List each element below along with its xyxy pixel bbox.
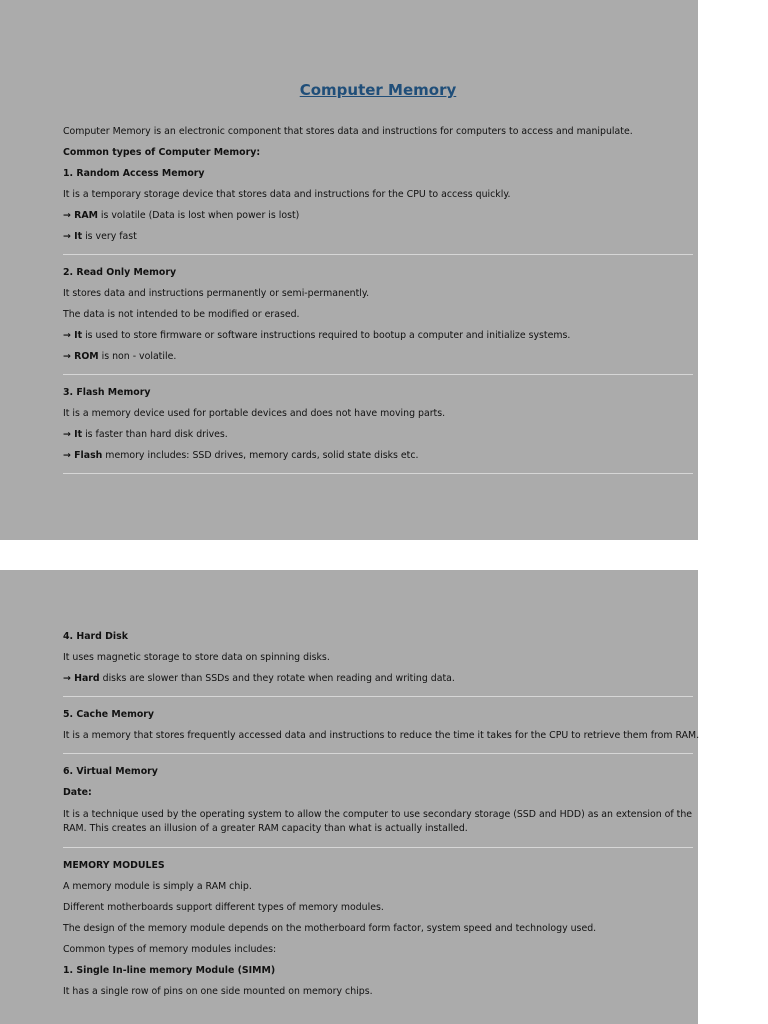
- hard-disk-description: It uses magnetic storage to store data on spinning disks.: [63, 652, 330, 663]
- virtual-memory-heading: 6. Virtual Memory: [63, 766, 158, 777]
- flash-description: It is a memory device used for portable devices and does not have moving parts.: [63, 408, 446, 419]
- bullet-text: is used to store firmware or software instructions required to bootup a computer and initialize systems.: [82, 330, 571, 341]
- intro-text: Computer Memory is an electronic component that stores data and instructions for computers to access and manipulate.: [63, 126, 633, 137]
- bullet-lead: → It: [63, 330, 83, 341]
- bullet-lead: → It: [63, 231, 83, 242]
- cache-heading: 5. Cache Memory: [63, 709, 155, 720]
- bullet-text: memory includes: SSD drives, memory cards, solid state disks etc.: [102, 450, 419, 461]
- section-divider: [63, 254, 693, 255]
- page-1-content: [63, 80, 693, 486]
- section-divider: [63, 847, 693, 848]
- ram-heading: 1. Random Access Memory: [63, 168, 205, 179]
- hard-disk-heading: 4. Hard Disk: [63, 631, 128, 642]
- ram-bullet-1: [63, 210, 693, 222]
- flash-bullet-2: [63, 450, 693, 462]
- bullet-text: disks are slower than SSDs and they rotate when reading and writing data.: [99, 673, 455, 684]
- bullet-text: is non - volatile.: [98, 351, 177, 362]
- simm-heading: 1. Single In-line memory Module (SIMM): [63, 965, 276, 976]
- page-2-content: [63, 631, 700, 1007]
- ram-bullet-2: [63, 231, 693, 243]
- bullet-text: is volatile (Data is lost when power is lost): [97, 210, 300, 221]
- modules-line-2: Different motherboards support different types of memory modules.: [63, 902, 384, 913]
- rom-bullet-2: [63, 351, 693, 363]
- modules-line-3: The design of the memory module depends on the motherboard form factor, system speed and technology used.: [63, 923, 597, 934]
- bullet-lead: → Hard: [63, 673, 100, 684]
- section-divider: [63, 473, 693, 474]
- ram-description: It is a temporary storage device that stores data and instructions for the CPU to access quickly.: [63, 189, 511, 200]
- cache-description: It is a memory that stores frequently accessed data and instructions to reduce the time it takes for the CPU to retrieve them from RAM.: [63, 730, 700, 741]
- bullet-lead: → Flash: [63, 450, 103, 461]
- rom-bullet-1: [63, 330, 693, 342]
- section-divider: [63, 753, 693, 754]
- section-divider: [63, 696, 693, 697]
- flash-heading: 3. Flash Memory: [63, 387, 151, 398]
- modules-line-4: Common types of memory modules includes:: [63, 944, 277, 955]
- bullet-lead: → ROM: [63, 351, 99, 362]
- rom-heading: 2. Read Only Memory: [63, 267, 177, 278]
- simm-description: It has a single row of pins on one side mounted on memory chips.: [63, 986, 373, 997]
- rom-description-1: It stores data and instructions permanently or semi-permanently.: [63, 288, 370, 299]
- bullet-text: is faster than hard disk drives.: [82, 429, 228, 440]
- modules-line-1: A memory module is simply a RAM chip.: [63, 881, 252, 892]
- bullet-text: is very fast: [82, 231, 137, 242]
- rom-description-2: The data is not intended to be modified or erased.: [63, 309, 300, 320]
- bullet-lead: → RAM: [63, 210, 98, 221]
- memory-modules-heading: MEMORY MODULES: [63, 860, 165, 871]
- flash-bullet-1: [63, 429, 693, 441]
- document-title: Computer Memory: [299, 81, 457, 99]
- section-divider: [63, 374, 693, 375]
- types-heading: Common types of Computer Memory:: [63, 147, 261, 158]
- date-label: Date:: [63, 787, 92, 798]
- document-page-1: [0, 0, 698, 540]
- bullet-lead: → It: [63, 429, 83, 440]
- hard-disk-bullet-1: [63, 673, 693, 685]
- virtual-memory-description: It is a technique used by the operating system to allow the computer to use secondary storage (SSD and HDD) as an extension of the RAM. This creates an illusion of a greater RAM capacity than what is actually installed.: [63, 809, 693, 834]
